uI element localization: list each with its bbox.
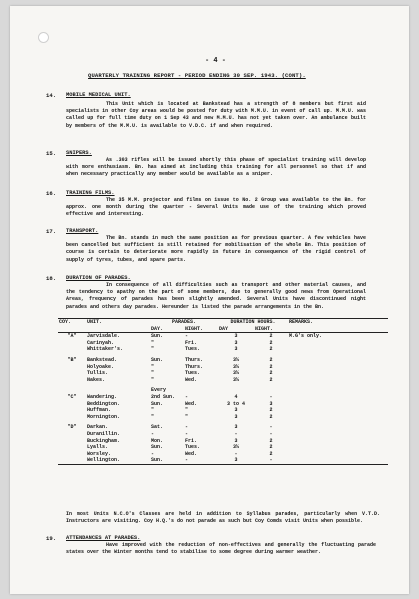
table-cell-dur-night: 2 — [269, 413, 273, 420]
table-cell-day: Every — [151, 387, 167, 394]
table-cell-coy — [58, 364, 86, 371]
table-cell-remarks — [288, 438, 388, 445]
table-cell-unit: Buckingham. — [87, 437, 121, 444]
table-cell-dur-night — [254, 383, 288, 394]
table-cell-night: - — [184, 457, 218, 464]
table-cell-dur-night: 2 — [269, 407, 273, 414]
table-cell-dur-day: 3½ — [233, 356, 240, 363]
header-remarks: REMARKS. — [289, 319, 314, 325]
table-cell-night: Thurs. — [185, 356, 204, 363]
table-cell-dur-day: 4 — [234, 393, 238, 400]
table-row — [58, 340, 388, 347]
table-cell-day: Mon. — [151, 437, 164, 444]
header-coy: COY. — [59, 319, 72, 325]
table-cell-remarks — [288, 377, 388, 384]
section-text-17: The Bn. stands in much the same position as for previous quarter. A few vehicles have been cancelled but sufficient is still retained for mobilisation of the whole Bn. This position of course is certain to deteriorate more rapidly in future in consequence of the rigid control of supply of tyres, tubes, and spare parts. — [66, 235, 366, 263]
table-cell-coy: "D" — [67, 424, 77, 431]
table-cell-unit: Carinyah. — [87, 339, 115, 346]
table-row — [58, 420, 388, 431]
section-text-19: Have improved with the reduction of non-effectives and generally the fluctuating parade states over the Winter months tend to stabilise to some degree during warmer weather. — [66, 542, 376, 556]
table-cell-coy — [58, 377, 86, 384]
table-cell-remarks — [288, 353, 388, 364]
table-cell-coy — [58, 438, 86, 445]
header-duration-night: NIGHT. — [255, 325, 274, 332]
table-cell-remarks: M.G's only. — [289, 333, 323, 340]
table-cell-day: " — [151, 363, 155, 370]
table-cell-remarks — [288, 407, 388, 414]
table-cell-remarks — [288, 346, 388, 353]
table-cell-day: Sun. — [150, 457, 184, 464]
table-cell-dur-night: 2 — [269, 437, 273, 444]
table-cell-day: Sun. — [151, 333, 164, 340]
table-cell-remarks — [288, 394, 388, 401]
table-cell-night: - — [185, 430, 189, 437]
table-cell-dur-day: 3 — [218, 457, 254, 464]
table-cell-dur-day: 3½ — [233, 444, 240, 451]
table-row — [58, 444, 388, 451]
table-cell-night: - — [185, 424, 189, 431]
table-cell-unit: Worsley. — [87, 450, 112, 457]
table-cell-dur-night: 2 — [269, 333, 273, 340]
table-cell-day: Sun. — [151, 444, 164, 451]
table-cell-night: Tues. — [185, 444, 201, 451]
table-cell-unit: Lyalls. — [87, 444, 109, 451]
table-cell-remarks — [288, 451, 388, 458]
section-number-15: 15. — [46, 150, 57, 157]
table-cell-remarks — [288, 431, 388, 438]
table-cell-remarks — [288, 340, 388, 347]
section-number-16: 16. — [46, 190, 57, 197]
table-cell-day: " — [151, 339, 155, 346]
header-parades: PARADES. — [172, 319, 197, 325]
table-row — [58, 364, 388, 371]
table-cell-day: " — [151, 407, 155, 414]
parade-table-body — [58, 333, 388, 465]
table-cell-day: Sun. — [151, 356, 164, 363]
table-row — [58, 353, 388, 364]
after-table-text: In most Units N.C.O's Classes are held in addition to Syllabus parades, particularly when V.T.D. Instructors are visiting. Coy H.Q.'s do not parade as such but Coy Comds visit Units when possible. — [66, 511, 380, 525]
table-cell-night: Wed. — [185, 400, 198, 407]
table-cell-unit: Beddington. — [87, 400, 121, 407]
table-cell-night: Wed. — [185, 376, 198, 383]
section-number-14: 14. — [46, 92, 57, 99]
table-cell-unit: Nakes. — [87, 376, 106, 383]
table-cell-unit: Holyoake. — [87, 363, 115, 370]
table-cell-coy — [58, 414, 86, 421]
table-row — [58, 457, 388, 464]
table-cell-unit: Jarvisdale. — [87, 333, 121, 340]
table-cell-night: Tues. — [185, 370, 201, 377]
table-cell-night: " — [185, 413, 189, 420]
table-cell-dur-day: 3 to 4 — [227, 400, 246, 407]
table-cell-dur-day: 3½ — [233, 376, 240, 383]
table-cell-dur-day: - — [234, 450, 238, 457]
table-cell-unit: Tullis. — [87, 370, 109, 377]
table-cell-unit: Mornington. — [87, 413, 121, 420]
table-cell-dur-night: 3 — [269, 400, 273, 407]
table-cell-remarks — [288, 444, 388, 451]
header-unit: UNIT. — [87, 319, 103, 325]
table-cell-unit: Whittaker's. — [87, 346, 124, 353]
table-row — [58, 451, 388, 458]
table-cell-coy: "B" — [67, 356, 77, 363]
table-cell-dur-night: 2 — [269, 363, 273, 370]
header-night: NIGHT. — [185, 325, 204, 332]
table-cell-unit: Bankstead. — [87, 356, 118, 363]
table-cell-coy — [58, 451, 86, 458]
section-heading-15: SNIPERS. — [66, 150, 92, 156]
table-cell-dur-day: 3 — [234, 346, 238, 353]
table-cell-dur-day: 3 — [234, 424, 238, 431]
table-cell-day: " — [151, 376, 155, 383]
table-cell-dur-night: 2 — [269, 356, 273, 363]
table-row — [58, 394, 388, 401]
table-cell-unit: Darkan. — [87, 424, 109, 431]
table-cell-night: - — [185, 393, 189, 400]
table-cell-remarks — [288, 383, 388, 394]
table-cell-coy: "C" — [67, 393, 77, 400]
section-number-17: 17. — [46, 228, 57, 235]
table-cell-coy — [58, 383, 86, 394]
table-cell-remarks — [288, 370, 388, 377]
table-row — [58, 431, 388, 438]
table-row — [58, 383, 388, 394]
report-title: QUARTERLY TRAINING REPORT - PERIOD ENDING 30 SEP. 1943. (CONT). — [88, 72, 306, 79]
table-cell-dur-night: - — [269, 393, 273, 400]
table-cell-day: Sun. — [151, 400, 164, 407]
table-cell-remarks — [288, 401, 388, 408]
table-cell-day: - — [151, 450, 155, 457]
table-cell-night — [184, 383, 218, 394]
table-cell-dur-day: 3½ — [233, 363, 240, 370]
table-cell-unit: Huffman. — [87, 407, 112, 414]
table-row — [58, 377, 388, 384]
table-cell-coy: "A" — [67, 333, 77, 340]
table-cell-remarks — [288, 457, 388, 464]
table-cell-dur-night: - — [269, 424, 273, 431]
section-heading-16: TRAINING FILMS. — [66, 190, 115, 196]
section-number-18: 18. — [46, 275, 57, 282]
section-text-16: The 35 M.M. projector and films on issue to No. 2 Group was available to the Bn. for approx. one month during the quarter - Several Units made use of the training which proved effective and interesting. — [66, 197, 366, 218]
table-cell-coy — [58, 407, 86, 414]
table-cell-dur-night: - — [269, 430, 273, 437]
table-cell-dur-day: 3 — [234, 333, 238, 340]
table-cell-day: 2nd Sun. — [151, 393, 176, 400]
section-heading-14: MOBILE MEDICAL UNIT. — [66, 92, 131, 98]
table-cell-night: - — [185, 333, 189, 340]
section-text-18: In consequence of all difficulties such as transport and other material causes, and the tendency to apathy on the part of some members, due to generally good news from Operational Areas, frequency of parades has been slightly amended. Several Units have discontinued night parades and others day parades. Hereunder is listed the parade arrangements in the Bn. — [66, 282, 366, 310]
parade-table — [58, 318, 388, 465]
table-cell-dur-day: 3 — [234, 339, 238, 346]
table-row — [58, 407, 388, 414]
table-row — [58, 346, 388, 353]
table-cell-unit: Duranillin. — [87, 430, 121, 437]
section-number-19: 19. — [46, 535, 57, 542]
table-cell-remarks — [288, 414, 388, 421]
table-cell-day: " — [151, 370, 155, 377]
table-cell-dur-night: - — [254, 457, 288, 464]
table-cell-night: Wed. — [185, 450, 198, 457]
document-page — [10, 6, 409, 594]
table-cell-remarks — [288, 364, 388, 371]
section-text-14: This Unit which is located at Bankstead has a strength of 8 members but first aid specialists in other Coy areas would be posted for duty with M.M.U. in event of call up. M.M.U. was called up for full time duty on 1 Sep 43 and new M.M.U. has not yet taken over. An ambulance built by members of the M.M.U. is available to V.D.C. if and when required. — [66, 101, 366, 129]
section-heading-19: ATTENDANCES AT PARADES. — [66, 535, 141, 541]
section-text-15: As .303 rifles will be issued shortly this phase of specialist training will develop with more enthusiasm. Bn. has aimed at including this training for all personnel so that if and when necessary practically any member would be available as a sniper. — [66, 157, 366, 178]
table-cell-night: Thurs. — [185, 363, 204, 370]
section-heading-18: DURATION OF PARADES. — [66, 275, 131, 281]
table-cell-night: Fri. — [185, 339, 198, 346]
header-duration: DURATION HOURS. — [230, 319, 276, 325]
page-number: - 4 - — [205, 57, 227, 65]
header-day: DAY. — [151, 325, 164, 332]
punch-hole-icon — [38, 32, 49, 43]
table-cell-day: - — [151, 430, 155, 437]
table-cell-dur-night: 2 — [269, 376, 273, 383]
table-row — [58, 370, 388, 377]
table-row — [58, 438, 388, 445]
table-cell-coy — [58, 401, 86, 408]
table-cell-dur-night: 2 — [269, 339, 273, 346]
table-cell-dur-day: 3 — [234, 413, 238, 420]
table-row — [58, 414, 388, 421]
table-cell-dur-day — [218, 383, 254, 394]
table-cell-coy — [58, 346, 86, 353]
table-row — [58, 401, 388, 408]
table-cell-dur-day: 3 — [234, 407, 238, 414]
table-cell-night: Tues. — [185, 346, 201, 353]
section-heading-17: TRANSPORT. — [66, 228, 99, 234]
table-cell-dur-day: - — [234, 430, 238, 437]
table-cell-remarks — [288, 420, 388, 431]
table-cell-dur-day: 3 — [234, 437, 238, 444]
table-row — [58, 333, 388, 340]
table-cell-coy — [58, 431, 86, 438]
table-cell-day: " — [151, 413, 155, 420]
table-cell-dur-night: 2 — [269, 444, 273, 451]
table-cell-day: " — [151, 346, 155, 353]
table-cell-night: " — [185, 407, 189, 414]
table-cell-dur-night: 2 — [269, 346, 273, 353]
table-cell-day: Sat. — [151, 424, 164, 431]
table-cell-coy — [58, 370, 86, 377]
table-cell-night: Fri. — [185, 437, 198, 444]
table-cell-unit — [86, 383, 150, 394]
table-cell-unit: Wellington. — [86, 457, 150, 464]
table-cell-coy — [58, 340, 86, 347]
table-cell-coy — [58, 444, 86, 451]
table-cell-dur-night: 2 — [269, 370, 273, 377]
table-cell-dur-night: 2 — [269, 450, 273, 457]
table-cell-dur-day: 3½ — [233, 370, 240, 377]
header-duration-day: DAY — [219, 325, 229, 332]
table-cell-coy — [58, 457, 86, 464]
table-cell-unit: Wandering. — [87, 393, 118, 400]
